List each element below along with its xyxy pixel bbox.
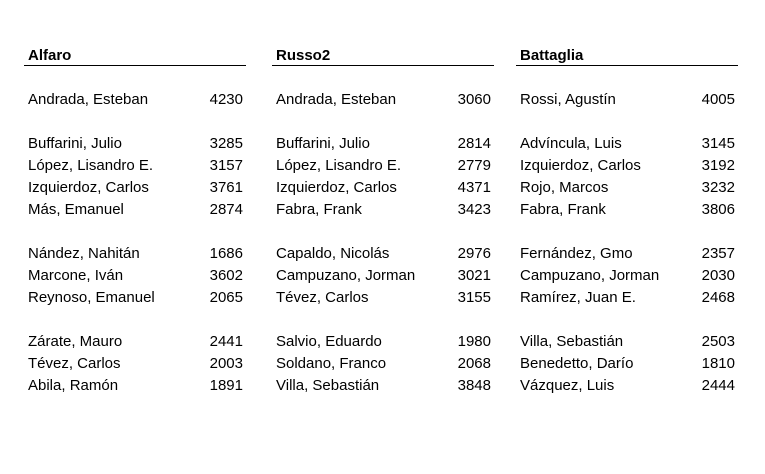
player-row [272,330,494,352]
player-row [24,242,246,264]
player-row [516,374,738,396]
column-header: Russo2 [272,46,494,66]
group-spacer [24,308,246,330]
player-value: 2003 [209,354,243,372]
player-row [24,88,246,110]
group-spacer [516,308,738,330]
player-value: 3602 [209,266,243,284]
player-row [24,330,246,352]
player-name: Campuzano, Jorman [276,266,416,284]
player-name: Capaldo, Nicolás [276,244,390,262]
player-row [272,198,494,220]
player-name: Fernández, Gmo [520,244,633,262]
player-value: 1891 [209,376,243,394]
player-name: Andrada, Esteban [28,90,149,108]
player-row [516,176,738,198]
player-name: Marcone, Iván [28,266,124,284]
player-name: Reynoso, Emanuel [28,288,155,306]
player-value: 1686 [209,244,243,262]
group-spacer [272,110,494,132]
player-name: Abila, Ramón [28,376,119,394]
group-spacer [24,220,246,242]
player-row [24,176,246,198]
player-value: 4371 [457,178,491,196]
player-name: Soldano, Franco [276,354,387,372]
player-value: 2357 [701,244,735,262]
group-spacer [24,110,246,132]
group-spacer [516,220,738,242]
player-name: López, Lisandro E. [28,156,154,174]
player-row [516,198,738,220]
column-header: Alfaro [24,46,246,66]
group-spacer [516,110,738,132]
player-row [272,242,494,264]
player-value: 3021 [457,266,491,284]
player-row [24,264,246,286]
player-value: 2441 [209,332,243,350]
player-name: Tévez, Carlos [28,354,121,372]
player-name: Izquierdoz, Carlos [520,156,641,174]
player-row [516,330,738,352]
lineup-column [516,46,738,396]
player-name: Buffarini, Julio [28,134,122,152]
player-name: López, Lisandro E. [276,156,402,174]
player-name: Izquierdoz, Carlos [276,178,397,196]
player-name: Más, Emanuel [28,200,124,218]
group-spacer [516,66,738,88]
player-row [516,242,738,264]
player-row [516,264,738,286]
group-spacer [24,66,246,88]
player-name: Tévez, Carlos [276,288,369,306]
player-name: Rojo, Marcos [520,178,609,196]
player-value: 2503 [701,332,735,350]
player-value: 3060 [457,90,491,108]
player-name: Izquierdoz, Carlos [28,178,149,196]
player-value: 3423 [457,200,491,218]
player-name: Zárate, Mauro [28,332,123,350]
player-name: Ramírez, Juan E. [520,288,636,306]
player-row [272,154,494,176]
player-value: 2874 [209,200,243,218]
player-row [516,154,738,176]
player-value: 4230 [209,90,243,108]
player-value: 1810 [701,354,735,372]
player-row [272,88,494,110]
group-spacer [272,308,494,330]
player-row [24,352,246,374]
player-value: 3285 [209,134,243,152]
player-value: 2976 [457,244,491,262]
player-name: Salvio, Eduardo [276,332,382,350]
player-row [272,352,494,374]
player-value: 4005 [701,90,735,108]
player-name: Campuzano, Jorman [520,266,660,284]
player-row [516,132,738,154]
player-name: Rossi, Agustín [520,90,616,108]
player-name: Andrada, Esteban [276,90,397,108]
player-value: 3848 [457,376,491,394]
column-header: Battaglia [516,46,738,66]
player-name: Benedetto, Darío [520,354,634,372]
player-row [24,286,246,308]
lineup-column [24,46,246,396]
player-name: Advíncula, Luis [520,134,622,152]
player-row [516,352,738,374]
player-row [272,264,494,286]
player-value: 3192 [701,156,735,174]
player-name: Vázquez, Luis [520,376,615,394]
player-value: 2068 [457,354,491,372]
player-value: 3761 [209,178,243,196]
player-row [272,176,494,198]
group-spacer [272,66,494,88]
player-value: 3155 [457,288,491,306]
group-spacer [272,220,494,242]
player-row [272,374,494,396]
player-name: Buffarini, Julio [276,134,370,152]
player-value: 2444 [701,376,735,394]
player-name: Fabra, Frank [520,200,606,218]
player-value: 2468 [701,288,735,306]
player-value: 3157 [209,156,243,174]
player-row [272,286,494,308]
player-value: 2814 [457,134,491,152]
player-name: Villa, Sebastián [276,376,380,394]
player-row [24,374,246,396]
player-row [272,132,494,154]
player-name: Nández, Nahitán [28,244,140,262]
player-value: 3232 [701,178,735,196]
player-row [24,132,246,154]
player-row [24,154,246,176]
player-row [516,286,738,308]
player-row [24,198,246,220]
player-row [516,88,738,110]
player-value: 3806 [701,200,735,218]
player-value: 1980 [457,332,491,350]
player-value: 2065 [209,288,243,306]
player-value: 2779 [457,156,491,174]
player-name: Villa, Sebastián [520,332,624,350]
player-value: 2030 [701,266,735,284]
lineup-column [272,46,494,396]
player-name: Fabra, Frank [276,200,362,218]
player-value: 3145 [701,134,735,152]
